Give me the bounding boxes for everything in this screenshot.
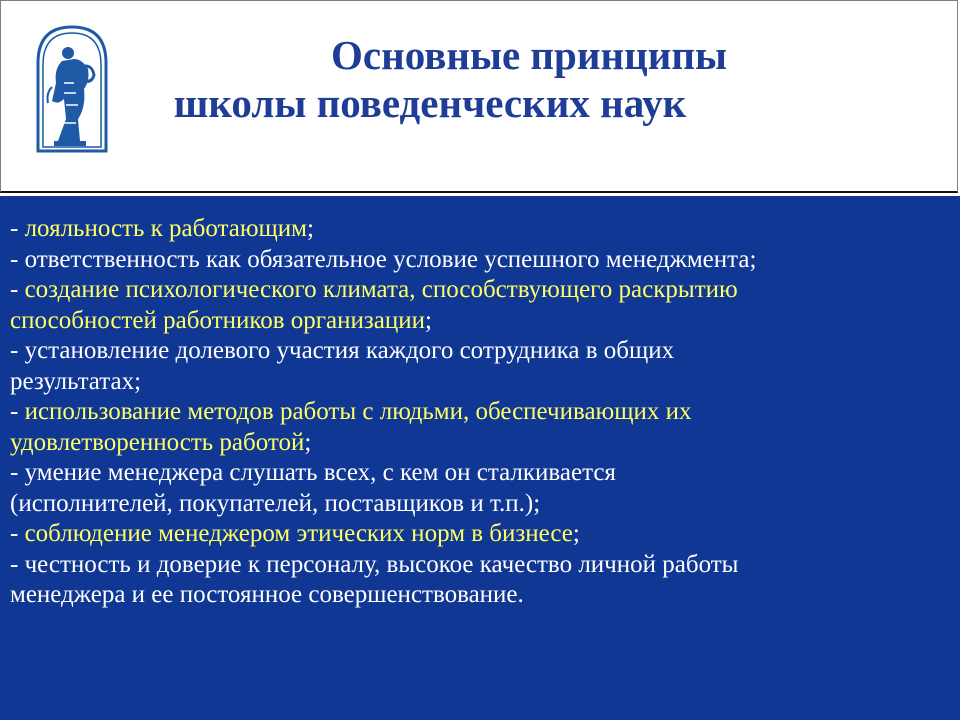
principles-panel (0, 196, 960, 720)
slide-header (0, 0, 958, 193)
list-item: - использование методов работы с людьми, обеспечивающих их (10, 398, 692, 425)
list-item-continuation: результатах; (10, 367, 142, 395)
list-item: - честность и доверие к персоналу, высокое качество личной работы (10, 550, 739, 578)
list-item-continuation: (исполнителей, покупателей, поставщиков и т.п.); (10, 489, 541, 517)
list-item: - установление долевого участия каждого сотрудника в общих (10, 337, 675, 364)
list-item-continuation: способностей работников организации; (10, 306, 432, 334)
list-item: - лояльность к работающим; (10, 215, 314, 242)
title-line-2: школы поведенческих наук (173, 80, 687, 126)
list-item: - создание психологического климата, способствующего раскрытию (10, 276, 738, 303)
list-item: - соблюдение менеджером этических норм в бизнесе; (10, 520, 580, 547)
list-item: - ответственность как обязательное условие успешного менеджмента; (10, 245, 757, 273)
list-item: - умение менеджера слушать всех, с кем он сталкивается (10, 459, 616, 486)
list-item-continuation: удовлетворенность работой; (10, 428, 312, 456)
list-item-continuation: менеджера и ее постоянное совершенствование. (10, 581, 524, 608)
principles-list (10, 214, 958, 611)
slide-title (1, 31, 959, 127)
title-line-1: Основные принципы (331, 32, 727, 78)
